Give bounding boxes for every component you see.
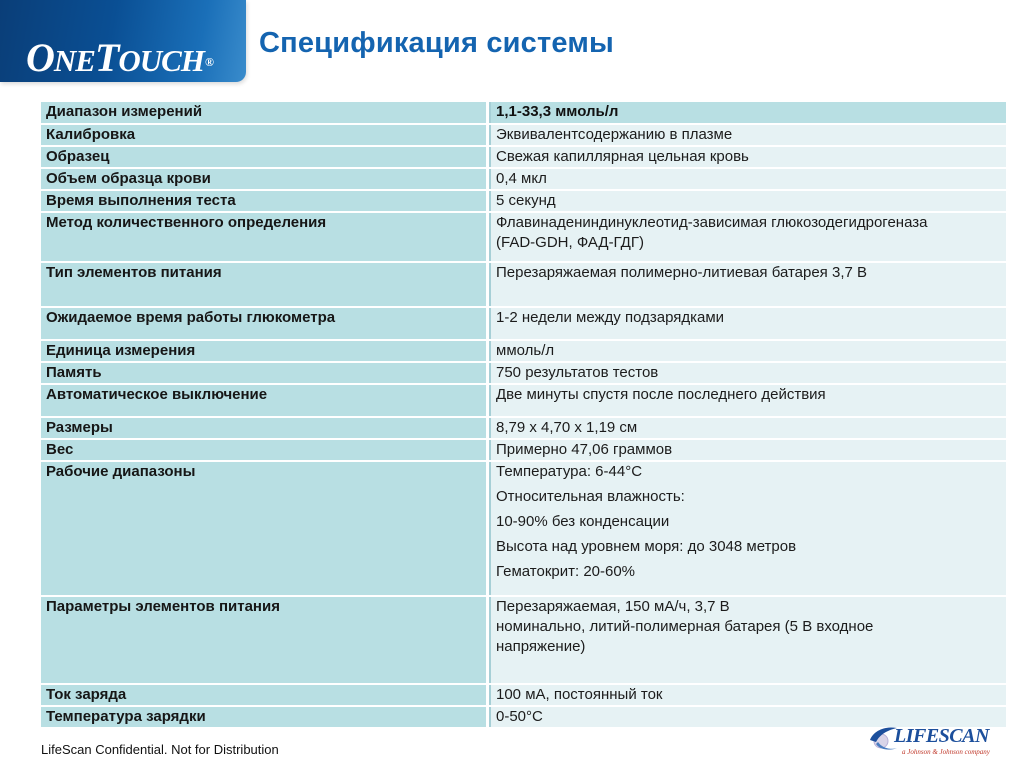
row-label: Тип элементов питания: [41, 263, 489, 306]
row-label: Ожидаемое время работы глюкометра: [41, 308, 489, 339]
table-row: [41, 383, 1006, 416]
row-label: Объем образца крови: [41, 169, 489, 189]
row-label: Память: [41, 363, 489, 383]
lifescan-name: LIFESCAN: [894, 725, 989, 747]
table-row: [41, 705, 1006, 727]
row-label: Калибровка: [41, 125, 489, 145]
lifescan-tagline: a Johnson & Johnson company: [902, 748, 990, 756]
table-row: [41, 211, 1006, 261]
row-label: Время выполнения теста: [41, 191, 489, 211]
row-label: Температура зарядки: [41, 707, 489, 727]
table-row: [41, 189, 1006, 211]
table-row: [41, 123, 1006, 145]
table-row: [41, 438, 1006, 460]
row-value: 5 секунд: [489, 191, 1006, 211]
row-value: 100 мА, постоянный ток: [489, 685, 1006, 705]
table-row: [41, 361, 1006, 383]
table-row: [41, 416, 1006, 438]
row-label: Автоматическое выключение: [41, 385, 489, 416]
row-value: 0-50°C: [489, 707, 1006, 727]
table-row: [41, 145, 1006, 167]
row-value: Перезаряжаемая полимерно-литиевая батарея 3,7 В: [489, 263, 1006, 306]
row-value: Эквивалентсодержанию в плазме: [489, 125, 1006, 145]
table-row: [41, 339, 1006, 361]
onetouch-logo: [0, 0, 246, 82]
table-row: [41, 100, 1006, 123]
row-label: Рабочие диапазоны: [41, 462, 489, 595]
page-title: Спецификация системы: [259, 27, 614, 59]
row-value: 0,4 мкл: [489, 169, 1006, 189]
registered-mark: ®: [204, 55, 213, 69]
row-label: Вес: [41, 440, 489, 460]
row-label: Параметры элементов питания: [41, 597, 489, 683]
spec-table: [41, 100, 1006, 727]
row-label: Метод количественного определения: [41, 213, 489, 261]
row-value: ммоль/л: [489, 341, 1006, 361]
row-value: Температура: 6-44°C Относительная влажность: 10-90% без конденсации Высота над уровнем моря: до 3048 метров Гематокрит: 20-60%: [489, 462, 1006, 595]
row-value: 750 результатов тестов: [489, 363, 1006, 383]
row-label: Образец: [41, 147, 489, 167]
row-value: 1-2 недели между подзарядками: [489, 308, 1006, 339]
row-label: Единица измерения: [41, 341, 489, 361]
row-value: 1,1-33,3 ммоль/л: [489, 102, 1006, 123]
row-value: Свежая капиллярная цельная кровь: [489, 147, 1006, 167]
table-row: [41, 261, 1006, 306]
row-value: 8,79 x 4,70 x 1,19 см: [489, 418, 1006, 438]
row-label: Ток заряда: [41, 685, 489, 705]
table-row: [41, 595, 1006, 683]
table-row: [41, 460, 1006, 595]
onetouch-logo-text: ONETOUCH®: [26, 35, 213, 80]
table-row: [41, 683, 1006, 705]
table-row: [41, 167, 1006, 189]
row-value: Примерно 47,06 граммов: [489, 440, 1006, 460]
row-value: Перезаряжаемая, 150 мА/ч, 3,7 В номинально, литий-полимерная батарея (5 В входное напряжение): [489, 597, 1006, 683]
row-label: Диапазон измерений: [41, 102, 489, 123]
row-label: Размеры: [41, 418, 489, 438]
table-row: [41, 306, 1006, 339]
row-value: Две минуты спустя после последнего действия: [489, 385, 1006, 416]
lifescan-logo: [868, 722, 998, 762]
confidential-notice: LifeScan Confidential. Not for Distribution: [41, 742, 279, 757]
row-value: Флавинадениндинуклеотид-зависимая глюкозодегидрогеназа (FAD-GDH, ФАД-ГДГ): [489, 213, 1006, 261]
